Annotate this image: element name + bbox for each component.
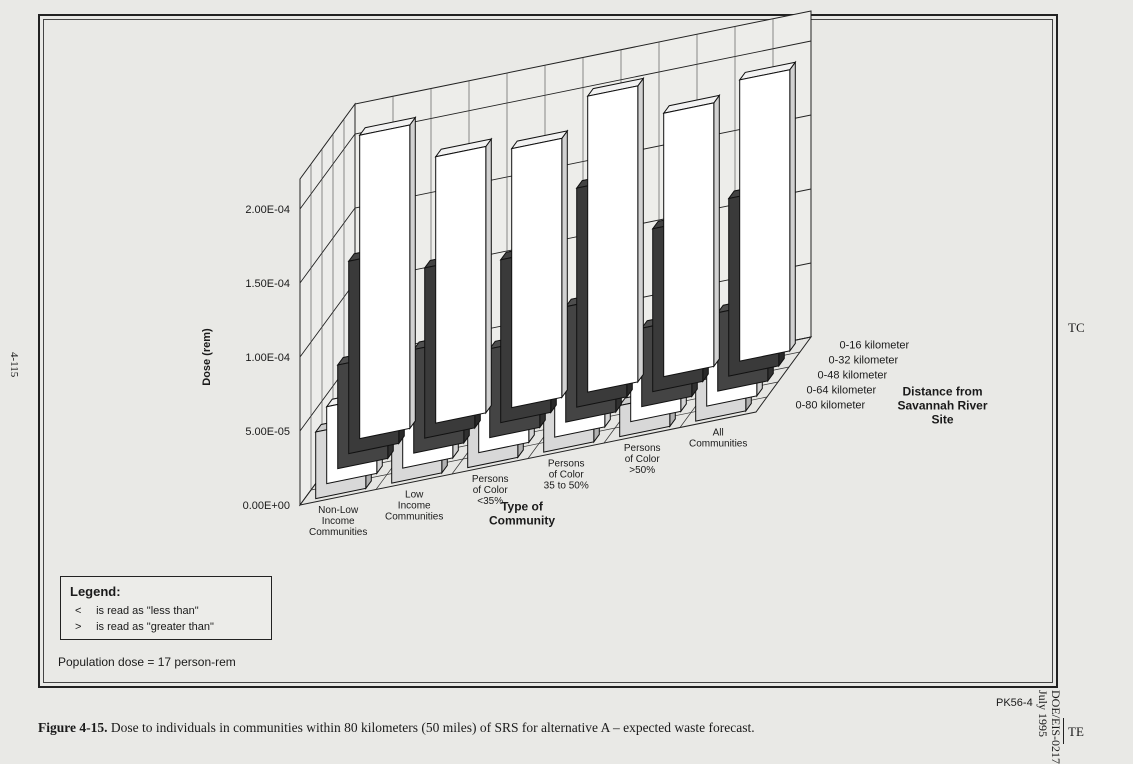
legend-row-less-than (75, 605, 199, 617)
y-tick-label: 2.00E-04 (245, 204, 290, 216)
z-tick-label: 0-48 kilometer (817, 369, 888, 382)
bar (664, 103, 714, 377)
x-tick-label: Persons (547, 458, 585, 470)
y-axis-title: Dose (rem) (201, 328, 213, 386)
bar (740, 70, 790, 361)
y-tick-label: 1.50E-04 (245, 278, 290, 290)
x-tick-label: <35% (477, 496, 504, 508)
figure-caption-text: Dose to individuals in communities within 80 kilometers (50 miles) of SRS for alternative A – expected waste forecast. (110, 720, 755, 735)
legend-row-greater-than (75, 621, 214, 633)
x-tick-label: of Color (624, 454, 660, 466)
z-axis-title: Savannah River (897, 398, 988, 413)
document-number: DOE/EIS-0217 (1049, 690, 1063, 764)
legend-text: is read as "less than" (96, 605, 199, 617)
x-tick-label: of Color (472, 485, 508, 497)
margin-te-mark: TE (1068, 724, 1084, 739)
margin-tc-mark: TC (1068, 320, 1085, 335)
bar (360, 125, 410, 439)
x-axis-title: Community (489, 513, 555, 528)
bar-side (790, 62, 796, 351)
x-tick-label: Low (405, 489, 424, 501)
bar (512, 138, 562, 407)
z-axis-title: Distance from (902, 384, 983, 399)
bar-side (638, 78, 644, 382)
y-tick-label: 1.00E-04 (245, 352, 290, 364)
bar-side (714, 95, 720, 366)
bar-side (486, 139, 492, 413)
x-tick-label: Persons (623, 443, 661, 455)
legend-text: is read as "greater than" (96, 621, 214, 633)
x-tick-label: Communities (689, 438, 748, 450)
x-tick-label: >50% (629, 465, 656, 477)
x-tick-label: Persons (471, 474, 509, 486)
x-tick-label: Income (321, 516, 355, 528)
y-tick-label: 5.00E-05 (245, 426, 290, 438)
legend-symbol: < (75, 605, 82, 617)
document-date: July 1995 (1036, 690, 1050, 738)
legend-box (60, 576, 272, 640)
document-id (1036, 690, 1062, 764)
x-tick-label: 35 to 50% (543, 480, 589, 492)
x-tick-label: Income (397, 500, 431, 512)
bar (436, 147, 486, 424)
bar (588, 86, 638, 392)
margin-change-bar (1063, 718, 1064, 744)
x-tick-label: Communities (385, 511, 444, 523)
x-tick-label: of Color (548, 469, 584, 481)
z-tick-label: 0-32 kilometer (828, 354, 899, 367)
z-axis-title: Site (931, 412, 954, 427)
legend-symbol: > (75, 621, 82, 633)
y-tick-label: 0.00E+00 (242, 500, 290, 512)
population-dose-note: Population dose = 17 person-rem (58, 655, 236, 669)
bar-side (410, 118, 416, 429)
x-tick-label: Non-Low (318, 505, 359, 517)
figure-caption (38, 720, 755, 736)
figure-label: Figure 4-15. (38, 720, 108, 735)
x-tick-label: Communities (309, 527, 368, 539)
legend-title: Legend: (70, 584, 121, 599)
bar-side (562, 131, 568, 398)
x-tick-label: All (712, 427, 724, 439)
z-tick-label: 0-64 kilometer (806, 384, 877, 397)
z-tick-label: 0-80 kilometer (795, 399, 866, 412)
page-number: 4-115 (8, 352, 20, 378)
figure-code: PK56-4 (996, 697, 1033, 709)
z-tick-label: 0-16 kilometer (839, 339, 910, 352)
x-axis-title: Type of (501, 499, 543, 514)
